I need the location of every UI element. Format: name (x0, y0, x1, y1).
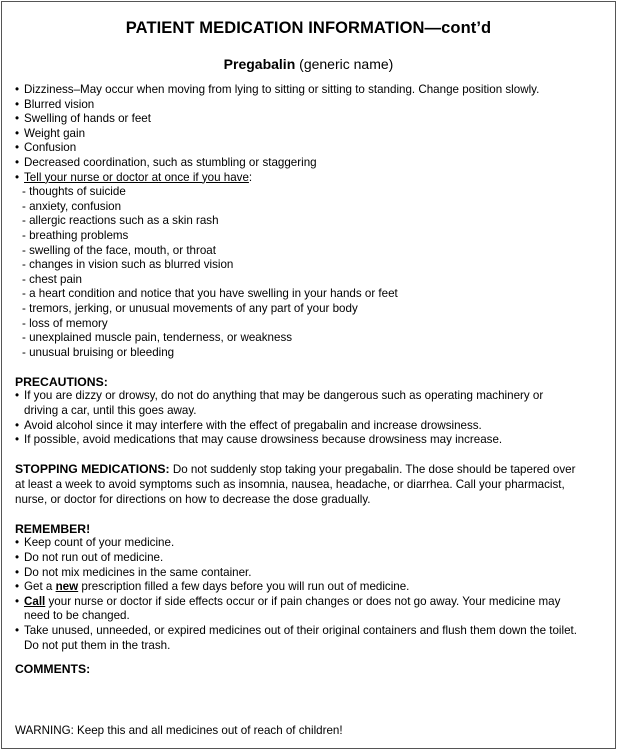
urgent-symptom-item: - unusual bruising or bleeding (22, 345, 175, 359)
drug-name: Pregabalin (223, 56, 296, 72)
urgent-symptom-item: - allergic reactions such as a skin rash (22, 214, 219, 228)
side-effect-item: • Decreased coordination, such as stumbling or staggering (15, 156, 607, 171)
urgent-symptom-item: - chest pain (22, 272, 82, 286)
side-effects-list (15, 83, 607, 185)
urgent-symptom-item: - changes in vision such as blurred vision (22, 258, 234, 272)
stopping-medications-heading: STOPPING MEDICATIONS: (15, 462, 170, 477)
precaution-item: • Avoid alcohol since it may interfere with the effect of pregabalin and increase drowsiness. (15, 419, 607, 434)
side-effect-item: • Blurred vision (15, 98, 607, 113)
remember-item: • Keep count of your medicine. (15, 536, 607, 551)
stopping-text: Do not suddenly stop taking your pregabalin. The dose should be tapered over (172, 463, 576, 477)
precautions-section (15, 375, 607, 448)
precaution-item: • If you are dizzy or drowsy, do not do anything that may be dangerous such as operating machinery or (15, 389, 607, 404)
precautions-heading: PRECAUTIONS: (15, 374, 108, 389)
urgent-symptom-item: - thoughts of suicide (22, 185, 126, 199)
warning-text: WARNING: Keep this and all medicines out of reach of children! (15, 724, 343, 737)
remember-heading: REMEMBER! (15, 521, 91, 536)
urgent-symptom-item: - anxiety, confusion (22, 199, 122, 213)
remember-item-continued: Do not put them in the trash. (24, 638, 171, 652)
precaution-item-continued: driving a car, until this goes away. (24, 404, 197, 418)
urgent-symptom-item: - breathing problems (22, 228, 129, 242)
urgent-symptom-item: - unexplained muscle pain, tenderness, or weakness (22, 331, 293, 345)
side-effect-item: • Confusion (15, 141, 607, 156)
tell-doctor-heading: • Tell your nurse or doctor at once if you have: (15, 171, 607, 186)
remember-item: • Take unused, unneeded, or expired medicines out of their original containers and flush them down the toilet. (15, 624, 607, 639)
remember-item: • Do not mix medicines in the same container. (15, 566, 607, 581)
stopping-text: nurse, or doctor for directions on how to decrease the dose gradually. (15, 492, 371, 506)
side-effect-item: • Swelling of hands or feet (15, 112, 607, 127)
side-effect-item: • Dizziness–May occur when moving from lying to sitting or sitting to standing. Change position slowly. (15, 83, 607, 98)
precaution-item: • If possible, avoid medications that may cause drowsiness because drowsiness may increase. (15, 433, 607, 448)
urgent-symptom-item: - tremors, jerking, or unusual movements of any part of your body (22, 301, 358, 315)
urgent-symptom-item: - swelling of the face, mouth, or throat (22, 243, 216, 257)
drug-name-heading (0, 56, 617, 72)
drug-name-suffix: (generic name) (299, 56, 394, 72)
stopping-medications-section (15, 462, 607, 507)
remember-item: • Call your nurse or doctor if side effects occur or if pain changes or does not go away. Your medicine may (15, 595, 607, 610)
urgent-symptoms-list (15, 185, 607, 360)
remember-item-continued: need to be changed. (24, 609, 130, 623)
remember-item: • Do not run out of medicine. (15, 551, 607, 566)
page-title: PATIENT MEDICATION INFORMATION—cont’d (125, 19, 492, 37)
remember-section (15, 522, 607, 653)
medication-info-body (15, 83, 607, 677)
urgent-symptom-item: - loss of memory (22, 316, 108, 330)
comments-heading: COMMENTS: (15, 662, 91, 677)
remember-item: • Get a new prescription filled a few days before you will run out of medicine. (15, 580, 607, 595)
stopping-text: at least a week to avoid symptoms such as insomnia, nausea, headache, or diarrhea. Call your pharmacist, (15, 478, 565, 492)
urgent-symptom-item: - a heart condition and notice that you have swelling in your hands or feet (22, 287, 398, 301)
side-effect-item: • Weight gain (15, 127, 607, 142)
